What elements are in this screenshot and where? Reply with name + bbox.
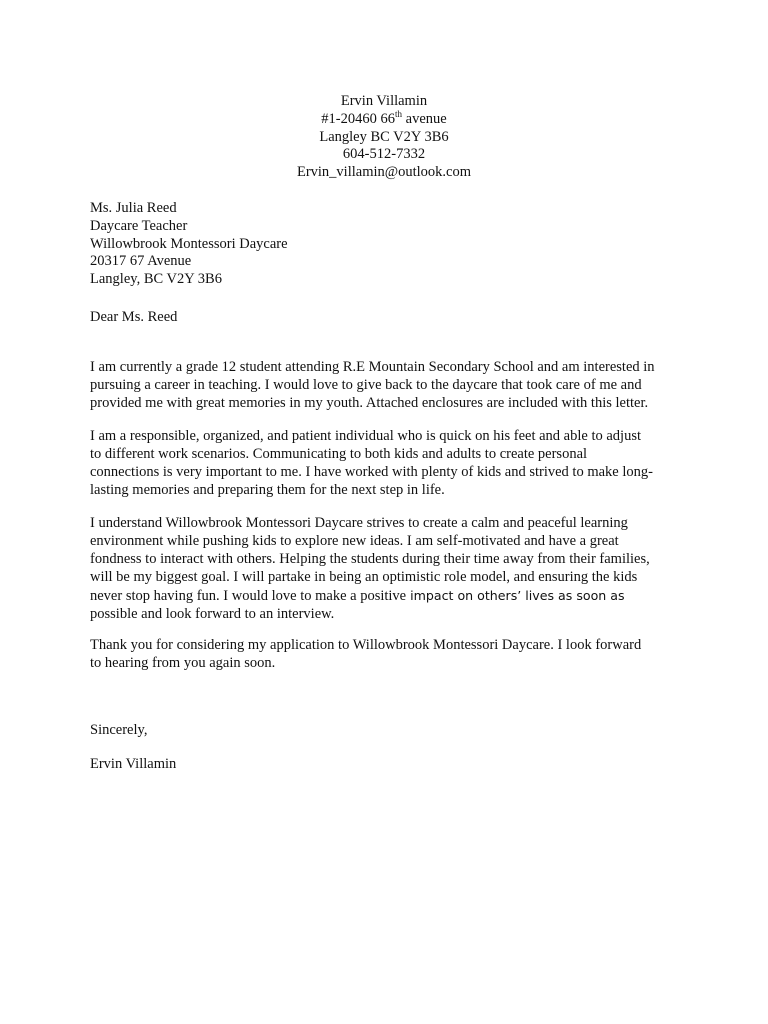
sender-address-number: #1-20460 66 — [321, 110, 395, 127]
paragraph-line: Thank you for considering my application to Willowbrook Montessori Daycare. I look forward — [90, 637, 642, 653]
paragraph-line: possible and look forward to an interview. — [90, 605, 335, 622]
recipient-organization: Willowbrook Montessori Daycare — [90, 235, 288, 252]
paragraph-line-segment-alt-font: impact on others’ lives as soon as — [406, 587, 625, 603]
closing: Sincerely, — [90, 722, 148, 738]
paragraph-qualities — [90, 428, 690, 500]
sender-address-ordinal: th — [395, 108, 403, 119]
sender-address — [0, 108, 768, 129]
paragraph-line: connections is very important to me. I have worked with plenty of kids and strived to make long- — [90, 463, 653, 480]
paragraph-line: I am currently a grade 12 student attending R.E Mountain Secondary School and am interested in — [90, 359, 655, 375]
paragraph-goals — [90, 515, 690, 623]
paragraph-line: I am a responsible, organized, and patient individual who is quick on his feet and able to adjust — [90, 428, 641, 444]
paragraph-line: to hearing from you again soon. — [90, 654, 276, 671]
paragraph-thanks — [90, 637, 690, 673]
paragraph-line: I understand Willowbrook Montessori Daycare strives to create a calm and peaceful learning — [90, 515, 628, 531]
paragraph-line: lasting memories and preparing them for the next step in life. — [90, 481, 445, 498]
paragraph-line-segment: never stop having fun. I would love to make a positive — [90, 587, 407, 604]
recipient-block — [90, 200, 288, 289]
paragraph-line — [90, 587, 690, 606]
sender-name: Ervin Villamin — [340, 93, 428, 109]
paragraph-line: environment while pushing kids to explore new ideas. I am self-motivated and have a great — [90, 532, 619, 549]
paragraph-intro — [90, 359, 690, 413]
recipient-street: 20317 67 Avenue — [90, 253, 192, 270]
sender-address-street: avenue — [402, 110, 447, 127]
paragraph-line: provided me with great memories in my youth. Attached enclosures are included with this letter. — [90, 394, 649, 411]
recipient-city: Langley, BC V2Y 3B6 — [90, 271, 222, 288]
sender-block — [0, 93, 768, 182]
paragraph-line: fondness to interact with others. Helping the students during their time away from their families, — [90, 550, 650, 567]
paragraph-line: pursuing a career in teaching. I would love to give back to the daycare that took care of me and — [90, 376, 642, 393]
paragraph-line: will be my biggest goal. I will partake in being an optimistic role model, and ensuring the kids — [90, 568, 638, 585]
sender-phone: 604-512-7332 — [342, 146, 426, 163]
signature-name: Ervin Villamin — [90, 756, 177, 772]
sender-city: Langley BC V2Y 3B6 — [319, 128, 449, 145]
sender-email: Ervin_villamin@outlook.com — [296, 164, 472, 181]
paragraph-line: to different work scenarios. Communicating to both kids and adults to create personal — [90, 445, 588, 462]
recipient-title: Daycare Teacher — [90, 217, 188, 234]
recipient-name: Ms. Julia Reed — [90, 200, 177, 216]
salutation: Dear Ms. Reed — [90, 309, 178, 325]
